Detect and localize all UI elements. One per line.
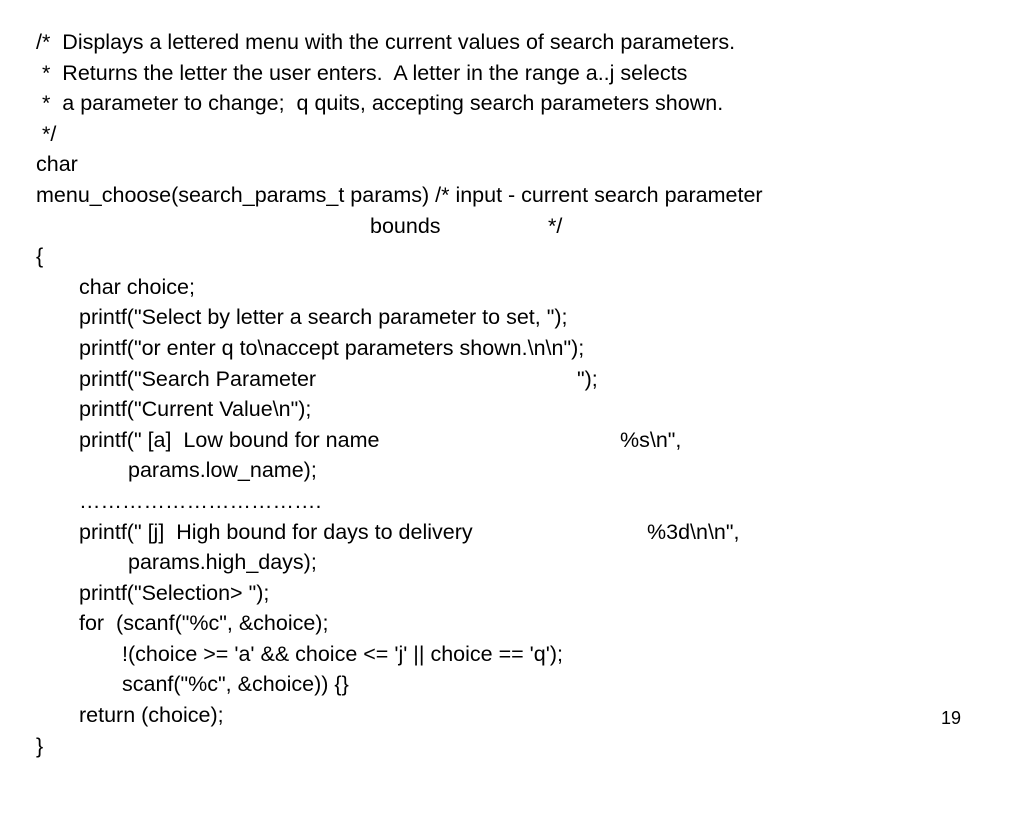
code-line-1: [36, 27, 996, 58]
code-text: * a parameter to change; q quits, accepting search parameters shown.: [36, 91, 724, 116]
code-line-2: [36, 58, 996, 89]
code-text: return (choice);: [79, 703, 224, 728]
code-line-19: [36, 578, 996, 609]
code-line-10: [36, 302, 996, 333]
code-text: %s\n",: [620, 427, 682, 452]
code-line-22: [36, 669, 996, 700]
code-line-7: [36, 211, 996, 242]
code-line-15: [36, 455, 996, 486]
code-line-14: [36, 425, 996, 456]
page-number: 19: [941, 708, 962, 728]
code-line-5: [36, 149, 996, 180]
code-line-16: [36, 486, 996, 517]
code-line-11: [36, 333, 996, 364]
code-line-6: [36, 180, 996, 211]
code-text: printf("Select by letter a search parameter to set, ");: [79, 305, 568, 330]
code-text: printf("Current Value\n");: [79, 397, 312, 422]
code-text: */: [548, 213, 563, 238]
code-text: char choice;: [79, 274, 195, 299]
code-text: …………………………….: [79, 488, 322, 513]
code-text: !(choice >= 'a' && choice <= 'j' || choice == 'q');: [122, 641, 563, 666]
code-text: char: [36, 152, 78, 177]
code-line-24: [36, 731, 996, 762]
code-text: scanf("%c", &choice)) {}: [122, 672, 349, 697]
code-line-3: [36, 88, 996, 119]
code-text: for (scanf("%c", &choice);: [79, 611, 329, 636]
code-text: menu_choose(search_params_t params) /* input - current search parameter: [36, 182, 763, 207]
code-line-20: [36, 608, 996, 639]
code-text: }: [36, 733, 44, 758]
code-text: /* Displays a lettered menu with the current values of search parameters.: [36, 30, 736, 54]
code-text: printf("or enter q to\naccept parameters shown.\n\n");: [79, 335, 585, 360]
code-text: printf("Search Parameter: [79, 366, 317, 391]
code-line-9: [36, 272, 996, 303]
code-line-12: [36, 364, 996, 395]
code-line-23: [36, 700, 996, 731]
code-text: * Returns the letter the user enters. A letter in the range a..j selects: [36, 60, 688, 85]
code-line-17: [36, 517, 996, 548]
code-text: params.high_days);: [128, 550, 317, 575]
code-line-8: [36, 241, 996, 272]
code-line-4: [36, 119, 996, 150]
code-text: printf(" [j] High bound for days to delivery: [79, 519, 473, 544]
code-text: params.low_name);: [128, 458, 317, 483]
code-text: ");: [577, 366, 598, 391]
code-line-13: [36, 394, 996, 425]
code-text: %3d\n\n",: [647, 519, 740, 544]
code-text: printf("Selection> ");: [79, 580, 270, 605]
code-text: */: [36, 121, 57, 146]
code-text: bounds: [370, 213, 441, 238]
code-listing: [36, 27, 996, 761]
code-line-21: [36, 639, 996, 670]
code-text: {: [36, 244, 44, 269]
code-text: printf(" [a] Low bound for name: [79, 427, 380, 452]
code-line-18: [36, 547, 996, 578]
